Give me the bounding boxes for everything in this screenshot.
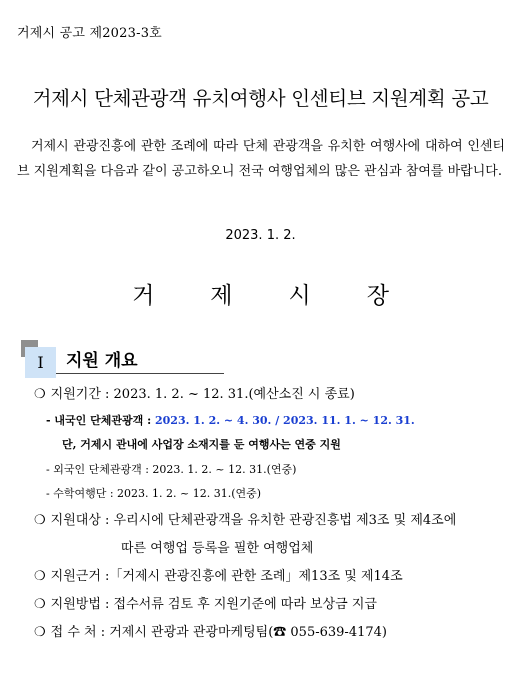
- support-period-text: 지원기간 : 2023. 1. 2. ~ 12. 31.(예산소진 시 종료): [50, 387, 355, 402]
- dash-bullet-icon: -: [46, 414, 51, 427]
- school-trip-text: 수학여행단 : 2023. 1. 2. ~ 12. 31.(연중): [53, 487, 262, 500]
- intro-block: [17, 134, 505, 184]
- support-method-text: 지원방법 : 접수서류 검토 후 지원기준에 따라 보상금 지급: [50, 597, 377, 612]
- contact-text: 접 수 처 : 거제시 관광과 관광마케팅팀(☎ 055-639-4174): [50, 625, 387, 640]
- dash-bullet-icon: -: [46, 463, 50, 476]
- support-target-continuation: 따른 여행업 등록을 필한 여행업체: [121, 541, 314, 556]
- circle-bullet-icon: ❍: [34, 513, 46, 528]
- section-title: 지원 개요: [66, 351, 138, 371]
- circle-bullet-icon: ❍: [34, 387, 46, 402]
- domestic-note: 단, 거제시 관내에 사업장 소재지를 둔 여행사는 연중 지원: [62, 438, 341, 451]
- support-basis-item: [34, 565, 403, 584]
- foreign-period-text: 외국인 단체관광객 : 2023. 1. 2. ~ 12. 31.(연중): [53, 463, 297, 476]
- intro-paragraph: 거제시 관광진흥에 관한 조례에 따라 단체 관광객을 유치한 여행사에 대하여 인센티브 지원계획을 다음과 같이 공고하오니 전국 여행업체의 많은 관심과 참여를 바랍니다.: [17, 139, 505, 179]
- support-period-item: [34, 383, 355, 402]
- notice-title: 거제시 단체관광객 유치여행사 인센티브 지원계획 공고: [32, 87, 489, 110]
- contact-item: [34, 621, 387, 640]
- circle-bullet-icon: ❍: [34, 569, 46, 584]
- circle-bullet-icon: ❍: [34, 625, 46, 640]
- issuer-name: 거제시장: [132, 283, 445, 309]
- domestic-label: 내국인 단체관광객 :: [54, 414, 155, 427]
- dash-bullet-icon: -: [46, 487, 50, 500]
- domestic-period-item: [46, 412, 415, 428]
- support-target-item: [34, 509, 456, 528]
- support-method-item: [34, 593, 377, 612]
- foreign-period-item: [46, 461, 296, 477]
- support-target-text: 지원대상 : 우리시에 단체관광객을 유치한 관광진흥법 제3조 및 제4조에: [50, 513, 457, 528]
- domestic-dates: 2023. 1. 2. ~ 4. 30. / 2023. 11. 1. ~ 12. 31.: [154, 414, 415, 427]
- circle-bullet-icon: ❍: [34, 597, 46, 612]
- notice-number: 거제시 공고 제2023-3호: [17, 26, 162, 41]
- notice-date: 2023. 1. 2.: [225, 228, 296, 243]
- support-basis-text: 지원근거 :「거제시 관광진흥에 관한 조례」제13조 및 제14조: [50, 569, 403, 584]
- section-numeral: I: [37, 353, 44, 372]
- school-trip-item: [46, 485, 261, 501]
- section-underline: [56, 373, 224, 374]
